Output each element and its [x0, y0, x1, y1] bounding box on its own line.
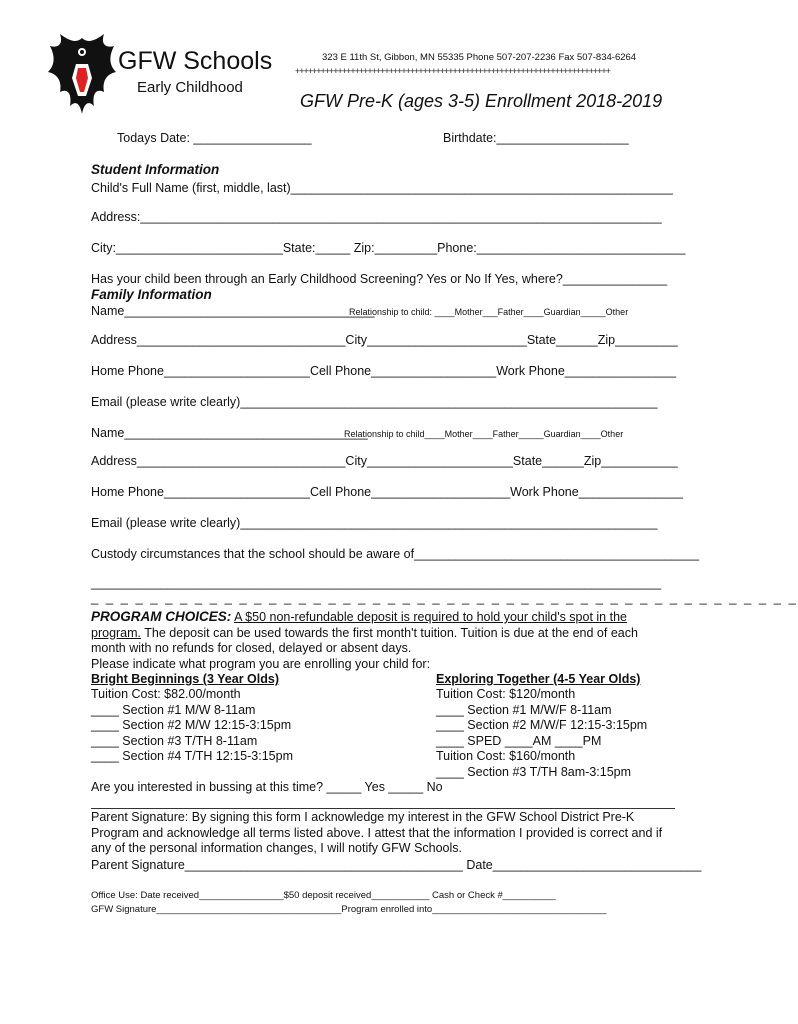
indicate-text: Please indicate what program you are enrolling your child for: — [91, 656, 431, 671]
deposit-underlined-1: A $50 non-refundable deposit is required to hold your child's spot in the — [234, 610, 627, 624]
deposit-text-1: The deposit can be used towards the first month't tuition. Tuition is due at the end of each — [141, 625, 638, 640]
org-subtitle: Early Childhood — [137, 79, 243, 96]
parent2-name-field[interactable]: Name___________________________________ — [91, 426, 368, 440]
birthdate-field[interactable]: Birthdate:___________________ — [443, 131, 629, 145]
office-use-line-1: Office Use: Date received________________$50 deposit received___________ Cash or Check #__________ — [91, 890, 556, 901]
signature-text-3: any of the personal information changes, I will notify GFW Schools. — [91, 841, 463, 855]
parent1-address-field[interactable]: Address______________________________City_______________________State______Zip_________ — [91, 333, 678, 347]
bright-beginnings-cost: Tuition Cost: $82.00/month — [91, 687, 241, 701]
exploring-together-cost: Tuition Cost: $120/month — [436, 687, 576, 701]
bb-section-1[interactable]: ____ Section #1 M/W 8-11am — [91, 703, 256, 717]
bb-section-2[interactable]: ____ Section #2 M/W 12:15-3:15pm — [91, 718, 292, 732]
parent2-email-field[interactable]: Email (please write clearly)____________________________________________________________ — [91, 516, 658, 530]
bb-section-4[interactable]: ____ Section #4 T/TH 12:15-3:15pm — [91, 749, 293, 763]
signature-divider — [91, 808, 675, 809]
exploring-together-cost-2: Tuition Cost: $160/month — [436, 749, 576, 763]
parent2-address-field[interactable]: Address______________________________City_____________________State______Zip___________ — [91, 454, 678, 468]
school-logo — [46, 30, 118, 116]
address-field[interactable]: Address:___________________________________________________________________________ — [91, 210, 662, 224]
phoenix-logo-icon — [46, 30, 118, 116]
contact-info: 323 E 11th St, Gibbon, MN 55335 Phone 507-207-2236 Fax 507-834-6264 — [322, 52, 637, 63]
city-state-zip-phone-field[interactable]: City:________________________State:_____ Zip:_________Phone:______________________________ — [91, 241, 686, 255]
et-sped[interactable]: ____ SPED ____AM ____PM — [436, 734, 602, 748]
exploring-together-title: Exploring Together (4-5 Year Olds) — [436, 672, 641, 686]
signature-text-2: Program and acknowledge all terms listed above. I attest that the information I provided is correct and if — [91, 825, 663, 840]
custody-field[interactable]: Custody circumstances that the school should be aware of_________________________________________ — [91, 547, 700, 561]
form-title: GFW Pre-K (ages 3-5) Enrollment 2018-2019 — [300, 91, 663, 111]
et-section-2[interactable]: ____ Section #2 M/W/F 12:15-3:15pm — [436, 718, 648, 732]
deposit-underlined-2: program. — [91, 625, 142, 640]
bb-section-3[interactable]: ____ Section #3 T/TH 8-11am — [91, 734, 258, 748]
dashed-divider: _ _ _ _ _ _ _ _ _ _ _ _ _ _ _ _ _ _ _ _ _ _ _ _ _ _ _ _ _ _ _ _ _ _ _ _ _ _ _ _ _ _ _ _ _ _ _ _ — [91, 590, 798, 605]
parent1-name-field[interactable]: Name____________________________________ — [91, 304, 375, 318]
parent1-relationship[interactable]: Relationship to child: ____Mother___Father____Guardian_____Other — [349, 307, 629, 317]
bussing-question[interactable]: Are you interested in bussing at this time? _____ Yes _____ No — [91, 780, 443, 794]
screening-question[interactable]: Has your child been through an Early Childhood Screening? Yes or No If Yes, where?_______________ — [91, 272, 668, 286]
student-info-heading: Student Information — [91, 162, 220, 177]
org-name: GFW Schools — [118, 47, 273, 75]
parent-signature-line[interactable]: Parent Signature________________________________________ Date______________________________ — [91, 858, 702, 872]
parent2-phones-field[interactable]: Home Phone_____________________Cell Phone____________________Work Phone_______________ — [91, 485, 683, 499]
parent1-phones-field[interactable]: Home Phone_____________________Cell Phone__________________Work Phone________________ — [91, 364, 677, 378]
program-heading: PROGRAM CHOICES: — [91, 609, 232, 624]
program-paragraph — [91, 609, 681, 672]
et-section-1[interactable]: ____ Section #1 M/W/F 8-11am — [436, 703, 612, 717]
family-info-heading: Family Information — [91, 287, 212, 302]
deposit-text-2: month with no refunds for closed, delayed or absent days. — [91, 641, 412, 655]
signature-acknowledgement — [91, 810, 662, 857]
office-use-line-2: GFW Signature___________________________________Program enrolled into_________________________________ — [91, 904, 607, 915]
plus-rule: ++++++++++++++++++++++++++++++++++++++++++++++++++++++++++++++++++++++++++ — [295, 66, 610, 76]
parent2-relationship[interactable]: Relationship to child____Mother____Father_____Guardian____Other — [344, 429, 624, 439]
bright-beginnings-title: Bright Beginnings (3 Year Olds) — [91, 672, 279, 686]
todays-date-field[interactable]: Todays Date: _________________ — [117, 131, 312, 145]
child-name-field[interactable]: Child's Full Name (first, middle, last)_______________________________________________________ — [91, 181, 674, 195]
et-section-3[interactable]: ____ Section #3 T/TH 8am-3:15pm — [436, 765, 632, 779]
signature-text-1: Parent Signature: By signing this form I acknowledge my interest in the GFW School District Pre-K — [91, 810, 635, 824]
custody-blank-line[interactable]: __________________________________________________________________________________ — [91, 576, 662, 590]
parent1-email-field[interactable]: Email (please write clearly)____________________________________________________________ — [91, 395, 658, 409]
